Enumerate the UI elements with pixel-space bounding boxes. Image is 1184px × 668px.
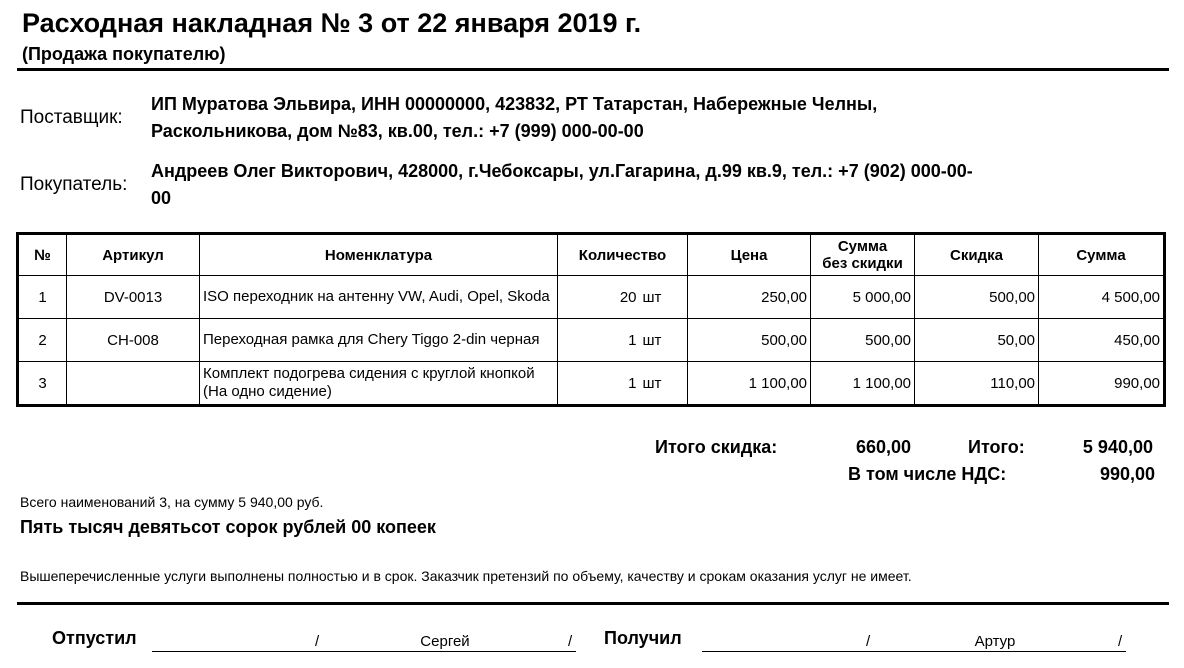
header-sum: Сумма bbox=[1039, 234, 1165, 276]
buyer-details: Андреев Олег Викторович, 428000, г.Чебоксары, ул.Гагарина, д.99 кв.9, тел.: +7 (902) 000-00-00 bbox=[151, 161, 973, 208]
footer-divider bbox=[17, 602, 1169, 605]
cell-price: 500,00 bbox=[688, 319, 811, 362]
cell-num: 2 bbox=[18, 319, 67, 362]
vat-value: 990,00 bbox=[1099, 464, 1155, 484]
cell-discount: 110,00 bbox=[915, 362, 1039, 406]
cell-num: 1 bbox=[18, 276, 67, 319]
supplier-details: ИП Муратова Эльвира, ИНН 00000000, 423832, РТ Татарстан, Набережные Челны, Раскольникова, дом №83, кв.00, тел.: +7 (999) 000-00-00 bbox=[151, 94, 878, 141]
cell-article: DV-0013 bbox=[67, 276, 200, 319]
items-table bbox=[16, 232, 1166, 407]
cell-sum-no-discount: 1 100,00 bbox=[811, 362, 915, 406]
cell-discount: 50,00 bbox=[915, 319, 1039, 362]
cell-unit: шт bbox=[640, 362, 688, 406]
received-slash-2: / bbox=[1118, 633, 1123, 650]
supplier-label: Поставщик: bbox=[20, 107, 123, 128]
vat-label: В том числе НДС: bbox=[848, 464, 1007, 484]
total-discount-label: Итого скидка: bbox=[655, 437, 778, 457]
table-row bbox=[18, 319, 1165, 362]
header-sum-no-discount-line2: без скидки bbox=[822, 255, 903, 272]
cell-sum-no-discount: 5 000,00 bbox=[811, 276, 915, 319]
cell-price: 1 100,00 bbox=[688, 362, 811, 406]
received-by-label: Получил bbox=[604, 628, 682, 648]
total-discount-value: 660,00 bbox=[855, 437, 911, 457]
cell-sum: 450,00 bbox=[1039, 319, 1165, 362]
cell-price: 250,00 bbox=[688, 276, 811, 319]
amount-in-words: Пять тысяч девятьсот сорок рублей 00 копеек bbox=[20, 517, 436, 537]
cell-name: Переходная рамка для Chery Tiggo 2-din черная bbox=[200, 319, 558, 362]
header-qty: Количество bbox=[558, 234, 688, 276]
released-by-name: Сергей bbox=[420, 633, 470, 650]
table-row bbox=[18, 362, 1165, 406]
released-slash-2: / bbox=[568, 633, 573, 650]
released-signature-line bbox=[152, 651, 576, 652]
header-discount: Скидка bbox=[915, 234, 1039, 276]
cell-qty: 1 bbox=[558, 362, 640, 406]
header-article: Артикул bbox=[67, 234, 200, 276]
buyer-label: Покупатель: bbox=[20, 174, 128, 195]
table-header-row bbox=[18, 234, 1165, 276]
header-price: Цена bbox=[688, 234, 811, 276]
received-signature-line bbox=[702, 651, 1126, 652]
items-count-summary: Всего наименований 3, на сумму 5 940,00 руб. bbox=[20, 494, 324, 510]
cell-name: ISO переходник на антенну VW, Audi, Opel, Skoda bbox=[200, 276, 558, 319]
cell-unit: шт bbox=[640, 319, 688, 362]
cell-sum: 4 500,00 bbox=[1039, 276, 1165, 319]
released-by-label: Отпустил bbox=[52, 628, 137, 648]
cell-num: 3 bbox=[18, 362, 67, 406]
cell-sum: 990,00 bbox=[1039, 362, 1165, 406]
received-by-name: Артур bbox=[974, 633, 1016, 650]
header-sum-no-discount bbox=[811, 234, 915, 276]
cell-article: CH-008 bbox=[67, 319, 200, 362]
document-title: Расходная накладная № 3 от 22 января 2019 г. bbox=[22, 8, 642, 38]
released-slash-1: / bbox=[315, 633, 320, 650]
header-num: № bbox=[18, 234, 67, 276]
cell-qty: 1 bbox=[558, 319, 640, 362]
total-value: 5 940,00 bbox=[1082, 437, 1153, 457]
cell-unit: шт bbox=[640, 276, 688, 319]
cell-qty: 20 bbox=[558, 276, 640, 319]
received-slash-1: / bbox=[866, 633, 871, 650]
table-row bbox=[18, 276, 1165, 319]
document-subtitle: (Продажа покупателю) bbox=[22, 44, 226, 64]
cell-name: Комплект подогрева сидения с круглой кнопкой (На одно сидение) bbox=[200, 362, 558, 406]
cell-sum-no-discount: 500,00 bbox=[811, 319, 915, 362]
completion-statement: Вышеперечисленные услуги выполнены полностью и в срок. Заказчик претензий по объему, качеству и срокам оказания услуг не имеет. bbox=[20, 568, 912, 584]
header-name: Номенклатура bbox=[200, 234, 558, 276]
header-sum-no-discount-line1: Сумма bbox=[837, 238, 888, 255]
header-divider bbox=[17, 68, 1169, 71]
cell-article bbox=[67, 362, 200, 406]
total-label: Итого: bbox=[968, 437, 1025, 457]
cell-discount: 500,00 bbox=[915, 276, 1039, 319]
